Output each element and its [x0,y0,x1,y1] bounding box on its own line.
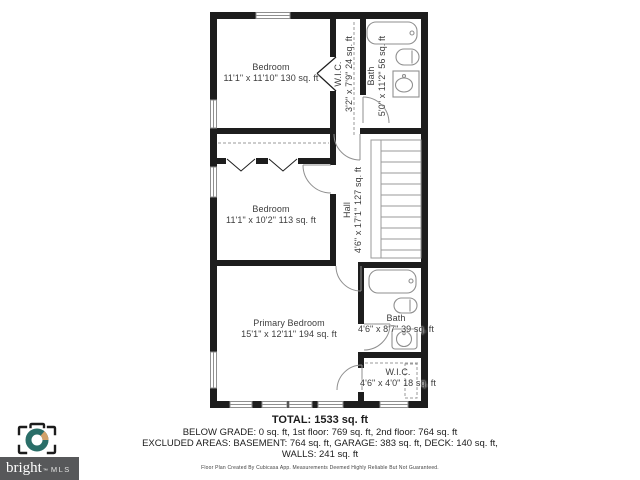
room-dims: 4'6" x 4'0" 18 sq. ft [360,378,436,388]
primary-bedroom-door-icon [336,266,361,291]
room-dims: 5'0" x 11'2" 56 sq. ft [377,35,387,117]
room-name: Hall [342,202,352,218]
logo-suffix-text: MLS [50,465,71,474]
closet-rail-icons [218,22,418,398]
bathtub-icon [367,22,417,44]
room-name: W.I.C. [333,61,343,87]
room-name: Bedroom [252,204,290,214]
closet-bifold-door-icon [317,57,336,91]
walls-area-text: WALLS: 241 sq. ft [281,449,359,460]
room-dims: 3'2" x 7'9" 24 sq. ft [344,36,354,112]
room-name: Bedroom [252,62,290,72]
window-icons [211,13,409,408]
logo-bar [0,457,79,480]
area-summary [0,414,640,471]
floors-area-text: BELOW GRADE: 0 sq. ft, 1st floor: 769 sq. ft, 2nd floor: 764 sq. ft [182,427,458,438]
brightmls-logo [0,422,95,480]
disclaimer-text: Floor Plan Created By Cubicasa App. Measurements Deemed Highly Reliable But Not Guaranteed. [201,465,439,471]
sink-icon [393,71,419,97]
bedroom-mid-door-icon [303,165,331,193]
room-name: Bath [366,66,376,86]
floorplan-svg [210,12,428,408]
room-dims: 11'1" x 10'2" 113 sq. ft [226,215,316,225]
room-name: Primary Bedroom [253,318,325,328]
room-dims: 11'1" x 11'10" 130 sq. ft [223,73,319,83]
room-dims: 15'1" x 12'11" 194 sq. ft [241,329,337,339]
door-icons [303,57,390,390]
toilet-icon [394,298,417,313]
bath-bottom-fixtures [369,270,417,349]
stairs-icon [371,140,421,258]
logo-brand-text: bright [6,460,42,476]
camera-aperture-icon [15,422,59,458]
total-area-text: TOTAL: 1533 sq. ft [271,414,369,426]
bathtub-icon [369,270,416,293]
bath-top-fixtures [367,22,419,97]
excluded-area-text: EXCLUDED AREAS: BASEMENT: 764 sq. ft, GARAGE: 383 sq. ft, DECK: 140 sq. ft, [142,438,498,449]
floorplan-drawing [210,12,436,408]
room-name: W.I.C. [385,367,411,377]
room-name: Bath [386,313,406,323]
logo-tm: ™ [42,468,48,474]
bath-top-door-icon [363,97,389,123]
wic-bottom-door-icon [337,365,362,390]
toilet-icon [396,49,419,65]
bath-bottom-door-icon [364,324,390,350]
wic-top-door-icon [334,134,360,160]
room-dims: 4'6" x 8'7" 39 sq. ft [358,324,434,334]
room-dims: 4'6" x 17'1" 127 sq. ft [353,166,363,254]
sink-icon [392,329,417,349]
